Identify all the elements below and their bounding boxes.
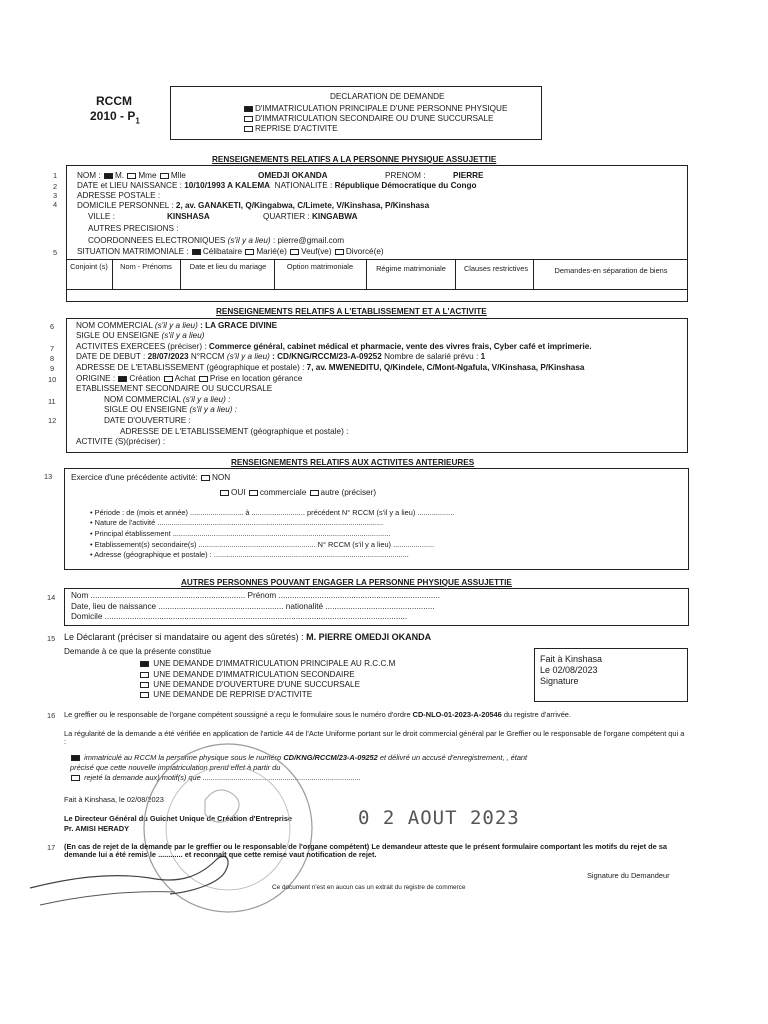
nom-commercial2: NOM COMMERCIAL (s'il y a lieu) : bbox=[104, 395, 231, 404]
fait-signature: Signature bbox=[540, 676, 579, 686]
situation-row: SITUATION MATRIMONIALE : Célibataire Marié(e) Veuf(ve) Divorcé(e) bbox=[77, 247, 384, 256]
list-item: • Etablissement(s) secondaire(s) ......................................................... N° RCCM (s'il y a lieu) .................... bbox=[90, 540, 435, 549]
table-header: Clauses restrictives bbox=[463, 264, 529, 273]
demande-option-3[interactable]: UNE DEMANDE D'OUVERTURE D'UNE SUCCURSALE bbox=[139, 680, 360, 689]
rccm-version: $2010 - P_1$ bbox=[90, 109, 140, 126]
adresse2: ADRESSE DE L'ETABLISSEMENT (géographique et postale) : bbox=[120, 427, 349, 436]
header-option-1[interactable]: D'IMMATRICULATION PRINCIPALE D'UNE PERSONNE PHYSIQUE bbox=[243, 104, 507, 113]
directeur-title: Le Directeur Général du Guichet Unique de Création d'Entreprise bbox=[64, 814, 293, 823]
rejet-para: (En cas de rejet de la demande par le greffier ou le responsable de l'organe compétent) Le demandeur atteste que le présent formulaire comportant les motifs du rejet de sa demande lui a été remis le ............ et reconnaît que cette remise vaut notification de rejet. bbox=[64, 842, 668, 860]
activites-row: ACTIVITES EXERCEES (préciser) : Commerce général, cabinet médical et pharmacie, vente des vivres frais, Cyber café et imprimerie. bbox=[76, 342, 592, 351]
table-header: Nom - Prénoms bbox=[120, 262, 172, 271]
ville-value: KINSHASA bbox=[167, 212, 210, 221]
official-stamp-inner bbox=[166, 766, 290, 890]
section4-title: AUTRES PERSONNES POUVANT ENGAGER LA PERSONNE PHYSIQUE ASSUJETTIE bbox=[181, 578, 512, 587]
list-item: • Nature de l'activité .............................................................................................................. bbox=[90, 518, 384, 527]
demande-option-1[interactable]: UNE DEMANDE D'IMMATRICULATION PRINCIPALE AU R.C.C.M bbox=[139, 659, 396, 668]
oui-row: OUI commerciale autre (préciser) bbox=[219, 488, 376, 497]
sigle-row: SIGLE OU ENSEIGNE (s'il y a lieu) bbox=[76, 331, 205, 340]
section1-title: RENSEIGNEMENTS RELATIFS A LA PERSONNE PHYSIQUE ASSUJETTIE bbox=[212, 155, 497, 164]
line-number: 15 bbox=[47, 634, 56, 643]
line-number: 1 bbox=[53, 171, 58, 180]
line-number: 9 bbox=[50, 364, 55, 373]
table-header: Régime matrimoniale bbox=[376, 264, 446, 273]
activites2: ACTIVITE (S)(préciser) : bbox=[76, 437, 166, 446]
table-header: Conjoint (s) bbox=[70, 262, 108, 271]
autres-domicile: Domicile ..................................................................................................................................... bbox=[71, 612, 408, 621]
naissance-row: DATE et LIEU NAISSANCE : 10/10/1993 A KALEMA NATIONALITE : République Démocratique du Congo bbox=[77, 181, 477, 190]
domicile-row: DOMICILE PERSONNEL : 2, av. GANAKETI, Q/Kingabwa, C/Limete, V/Kinshasa, P/Kinshasa bbox=[77, 201, 430, 210]
nom-commercial-row: NOM COMMERCIAL (s'il y a lieu) : LA GRACE DIVINE bbox=[76, 321, 278, 330]
table-header: Demandes-en séparation de biens bbox=[554, 266, 668, 275]
table-header: Option matrimoniale bbox=[286, 262, 354, 271]
ville-label: VILLE : bbox=[88, 212, 115, 221]
line-number: 12 bbox=[48, 416, 57, 425]
declarant-row: Le Déclarant (préciser si mandataire ou agent des sûretés) : M. PIERRE OMEDJI OKANDA bbox=[64, 632, 432, 642]
line-number: 8 bbox=[50, 354, 55, 363]
quartier-row: QUARTIER : KINGABWA bbox=[263, 212, 358, 221]
list-item: • Adresse (géographique et postale) : ............................................................................................... bbox=[90, 550, 409, 559]
exercice-row: Exercice d'une précédente activité: NON bbox=[71, 473, 231, 482]
directeur-name: Pr. AMISI HERADY bbox=[64, 824, 130, 833]
origine-row: ORIGINE : Création Achat Prise en location gérance bbox=[76, 374, 303, 383]
adresse-etab-row: ADRESSE DE L'ETABLISSEMENT (géographique et postale) : 7, av. MWENEDITU, Q/Kindele, C/Mont-Ngafula, V/Kinshasa, P/Kinshasa bbox=[76, 363, 585, 372]
line-number: 11 bbox=[48, 397, 56, 406]
greffier-para: Le greffier ou le responsable de l'organe compétent soussigné a reçu le formulaire sous le numéro d'ordre CD-NLO-01-2023-A-20546 du registre d'arrivée. bbox=[64, 710, 571, 719]
line-number: 16 bbox=[47, 711, 56, 720]
fait-lieu: Fait à Kinshasa bbox=[540, 654, 603, 664]
line-number: 10 bbox=[48, 375, 57, 384]
fait-date: Le 02/08/2023 bbox=[540, 665, 598, 675]
autres-date: Date, lieu de naissance ....................................................... nationalité ................................................ bbox=[71, 602, 435, 611]
precise-line: précisé que cette nouvelle immatriculation prend effet à partir du bbox=[70, 763, 281, 772]
nom-value: OMEDJI OKANDA bbox=[258, 171, 328, 180]
immatricule-line: immatriculé au RCCM la personne physique sous le numéro CD/KNG/RCCM/23-A-09252 et délivré un accusé d'enregistrement, , étant bbox=[70, 754, 527, 762]
sigle2: SIGLE OU ENSEIGNE (s'il y a lieu) : bbox=[104, 405, 238, 414]
line-number: 3 bbox=[53, 191, 58, 200]
rejete-line: rejeté la demande aux) motif(s) que ............................................................................. bbox=[70, 774, 361, 782]
list-item: • Principal établissement .......................................................................................................... bbox=[90, 529, 391, 538]
etab-secondaire: ETABLISSEMENT SECONDAIRE OU SUCCURSALE bbox=[76, 384, 273, 393]
rccm-label: RCCM bbox=[96, 94, 132, 108]
header-option-2[interactable]: D'IMMATRICULATION SECONDAIRE OU D'UNE SUCCURSALE bbox=[243, 114, 493, 123]
demande-option-2[interactable]: UNE DEMANDE D'IMMATRICULATION SECONDAIRE bbox=[139, 670, 355, 679]
signature-mark bbox=[40, 892, 175, 905]
prenom-label: PRENOM : bbox=[385, 171, 426, 180]
autres-nom: Nom .................................................................... Prénom ....................................................................... bbox=[71, 591, 440, 600]
table-header: Date et lieu du mariage bbox=[189, 262, 267, 271]
header-option-3[interactable]: REPRISE D'ACTIVITE bbox=[243, 124, 338, 133]
line-number: 4 bbox=[53, 200, 58, 209]
line-number: 6 bbox=[50, 322, 55, 331]
section2-title: RENSEIGNEMENTS RELATIFS A L'ETABLISSEMENT ET A L'ACTIVITE bbox=[216, 307, 487, 316]
line-number: 5 bbox=[53, 248, 58, 257]
line-number: 7 bbox=[50, 344, 55, 353]
adresse-postale: ADRESSE POSTALE : bbox=[77, 191, 161, 200]
demande-option-4[interactable]: UNE DEMANDE DE REPRISE D'ACTIVITE bbox=[139, 690, 312, 699]
line-number: 2 bbox=[53, 182, 58, 191]
signature-demandeur: Signature du Demandeur bbox=[587, 871, 670, 880]
stamp-emblem bbox=[205, 790, 239, 822]
line-number: 14 bbox=[47, 593, 56, 602]
autres-precisions: AUTRES PRECISIONS : bbox=[88, 224, 179, 233]
debut-row: DATE DE DEBUT : 28/07/2023 N°RCCM (s'il y a lieu) : CD/KNG/RCCM/23-A-09252 Nombre de salarié prévu : 1 bbox=[76, 352, 486, 361]
header-title: DECLARATION DE DEMANDE bbox=[330, 92, 445, 101]
demande-label: Demande à ce que la présente constitue bbox=[64, 647, 212, 656]
fait-kinshasa: Fait à Kinshasa, le 02/08/2023 bbox=[64, 795, 164, 804]
section3-title: RENSEIGNEMENTS RELATIFS AUX ACTIVITES ANTERIEURES bbox=[231, 458, 475, 467]
date-stamp: 0 2 AOUT 2023 bbox=[358, 807, 520, 829]
prenom-value: PIERRE bbox=[453, 171, 484, 180]
line-number: 13 bbox=[44, 472, 53, 481]
nom-row: NOM : M. Mme Mlle bbox=[77, 171, 186, 180]
regularite-para: La régularité de la demande a été vérifiée en application de l'article 44 de l'Acte Uniforme portant sur le droit commercial général par le Greffier ou le responsable de l'organe compétent qui a : bbox=[64, 729, 685, 747]
coord-row: COORDONNEES ELECTRONIQUES (s'il y a lieu) : pierre@gmail.com bbox=[88, 236, 345, 245]
signature-mark bbox=[30, 856, 228, 894]
line-number: 17 bbox=[47, 843, 56, 852]
list-item: • Période : de (mois et année) .......................... à .......................... précédent N° RCCM (s'il y a lieu) .................. bbox=[90, 508, 455, 517]
footer-note: Ce document n'est en aucun cas un extrait du registre de commerce bbox=[272, 884, 466, 891]
date-ouverture: DATE D'OUVERTURE : bbox=[104, 416, 191, 425]
